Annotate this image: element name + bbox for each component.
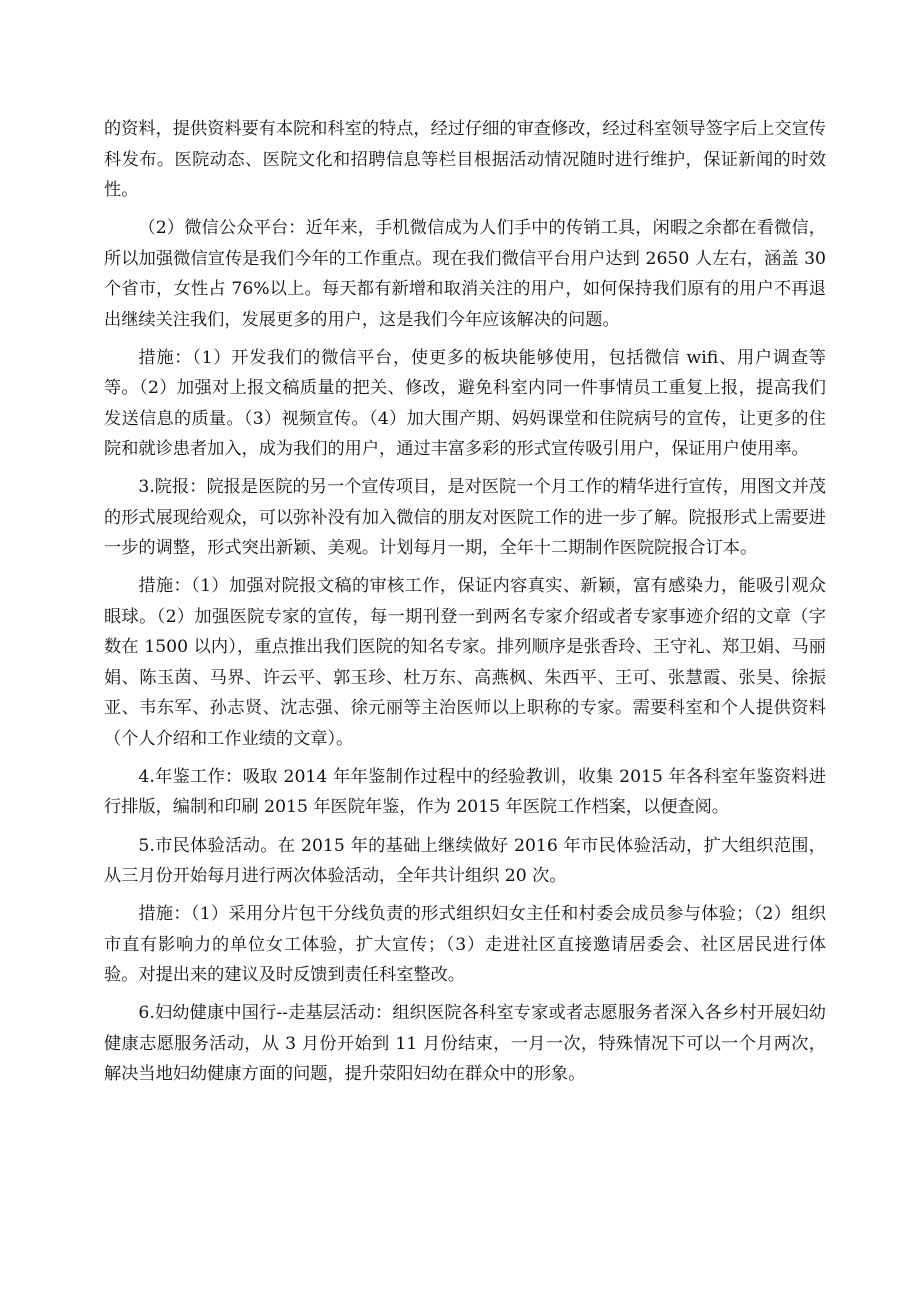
document-body — [104, 114, 826, 1097]
paragraph-wechat-measures: 措施：（1）开发我们的微信平台，使更多的板块能够使用，包括微信 wifi、用户调查等等。（2）加强对上报文稿质量的把关、修改，避免科室内同一件事情员工重复上报，提高我们发送信息的质量。（3）视频宣传。（4）加大围产期、妈妈课堂和住院病号的宣传，让更多的住院和就诊患者加入，成为我们的用户，通过丰富多彩的形式宣传吸引用户，保证用户使用率。 — [104, 347, 826, 460]
paragraph-newsletter-measures: 措施：（1）加强对院报文稿的审核工作，保证内容真实、新颖，富有感染力，能吸引观众眼球。（2）加强医院专家的宣传，每一期刊登一到两名专家介绍或者专家事迹介绍的文章（字数在 1500 以内），重点推出我们医院的知名专家。排列顺序是张香玲、王守礼、郑卫娟、马丽娟、陈玉茵、马界、许云平、郭玉珍、杜万东、高燕枫、朱西平、王可、张慧霞、张昊、徐振亚、韦东军、孙志贤、沈志强、徐元丽等主治医师以上职称的专家。需要科室和个人提供资料（个人介绍和工作业绩的文章）。 — [104, 576, 826, 749]
paragraph-experience-measures: 措施：（1）采用分片包干分线负责的形式组织妇女主任和村委会成员参与体验；（2）组织市直有影响力的单位女工体验，扩大宣传；（3）走进社区直接邀请居委会、社区居民进行体验。对提出来的建议及时反馈到责任科室整改。 — [104, 904, 826, 986]
paragraph-grassroots-activity: 6.妇幼健康中国行--走基层活动：组织医院各科室专家或者志愿服务者深入各乡村开展妇幼健康志愿服务活动，从 3 月份开始到 11 月份结束，一月一次，特殊情况下可以一个月两次，解决当地妇幼健康方面的问题，提升荥阳妇幼在群众中的形象。 — [104, 1003, 826, 1085]
paragraph-continuation: 的资料，提供资料要有本院和科室的特点，经过仔细的审查修改，经过科室领导签字后上交宣传科发布。医院动态、医院文化和招聘信息等栏目根据活动情况随时进行维护，保证新闻的时效性。 — [104, 119, 826, 200]
paragraph-yearbook: 4.年鉴工作：吸取 2014 年年鉴制作过程中的经验教训，收集 2015 年各科室年鉴资料进行排版，编制和印刷 2015 年医院年鉴，作为 2015 年医院工作档案，以便查阅。 — [104, 766, 826, 818]
paragraph-wechat-platform: （2）微信公众平台：近年来，手机微信成为人们手中的传销工具，闲暇之余都在看微信，所以加强微信宣传是我们今年的工作重点。现在我们微信平台用户达到 2650 人左右，涵盖 30 个省市，女性占 76%以上。每天都有新增和取消关注的用户，如何保持我们原有的用户不再退出继续关注我们，发展更多的用户，这是我们今年应该解决的问题。 — [104, 218, 826, 330]
paragraph-citizen-experience: 5.市民体验活动。在 2015 年的基础上继续做好 2016 年市民体验活动，扩大组织范围，从三月份开始每月进行两次体验活动，全年共计组织 20 次。 — [104, 835, 826, 887]
paragraph-hospital-newsletter: 3.院报：院报是医院的另一个宣传项目，是对医院一个月工作的精华进行宣传，用图文并茂的形式展现给观众，可以弥补没有加入微信的朋友对医院工作的进一步了解。院报形式上需要进一步的调整，形式突出新颖、美观。计划每月一期，全年十二期制作医院院报合订本。 — [104, 477, 826, 559]
